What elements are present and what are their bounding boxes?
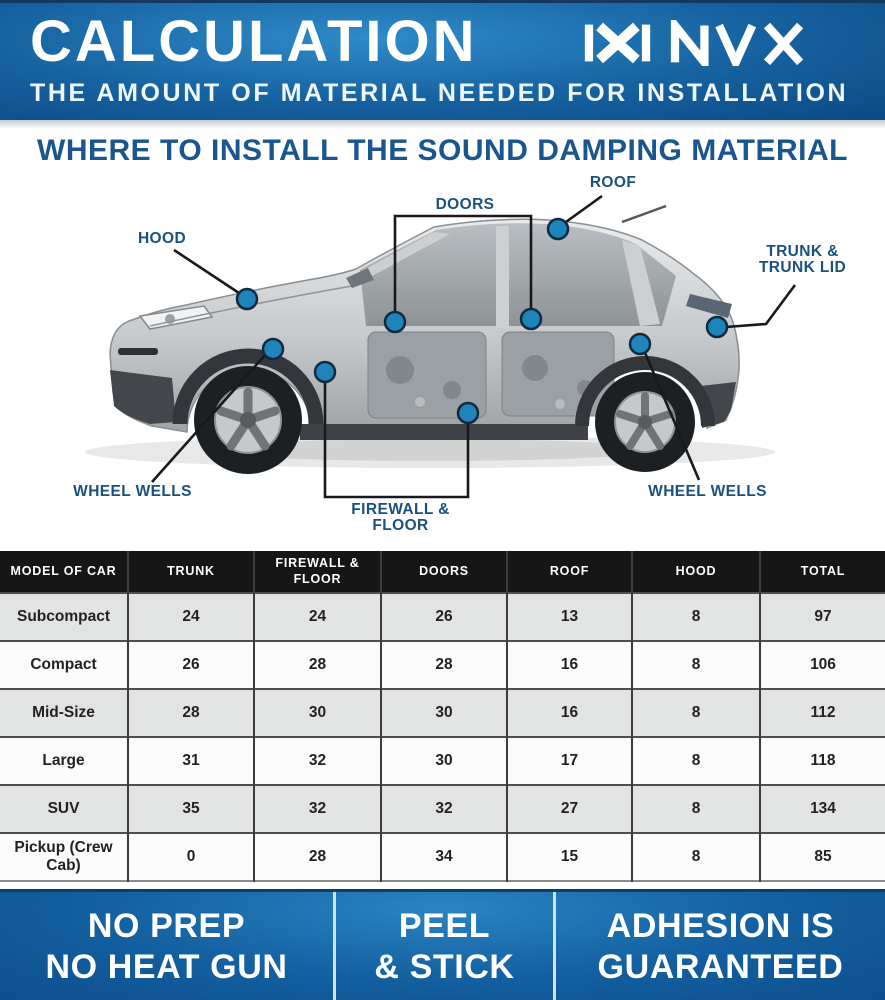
table-cell: 0 [128, 833, 254, 881]
table-row-pickup [0, 833, 885, 881]
marker-hood [237, 289, 257, 309]
model-cell: Subcompact [0, 593, 128, 641]
header-banner [0, 0, 885, 120]
table-cell: 26 [381, 593, 507, 641]
table-cell: 8 [632, 785, 760, 833]
table-cell: 30 [381, 737, 507, 785]
table-cell: 30 [381, 689, 507, 737]
page-subtitle: THE AMOUNT OF MATERIAL NEEDED FOR INSTALLATION [30, 79, 849, 107]
table-row-compact [0, 641, 885, 689]
table-cell: 28 [381, 641, 507, 689]
marker-firewall [315, 362, 335, 382]
model-cell: Compact [0, 641, 128, 689]
table-row-suv [0, 785, 885, 833]
label-wheel-wells-left: WHEEL WELLS [73, 483, 192, 500]
table-cell: 24 [128, 593, 254, 641]
table-row-mid-size [0, 689, 885, 737]
col-roof: ROOF [507, 551, 632, 593]
col-doors: DOORS [381, 551, 507, 593]
table-cell: 8 [632, 833, 760, 881]
footer-benefit-peel-stick: PEEL & STICK [333, 892, 556, 1000]
table-header-row [0, 551, 885, 593]
table-cell: 85 [760, 833, 885, 881]
table-cell: 8 [632, 641, 760, 689]
table-cell: 118 [760, 737, 885, 785]
table-cell: 27 [507, 785, 632, 833]
table-cell: 32 [381, 785, 507, 833]
table-cell: 16 [507, 641, 632, 689]
marker-rear-wheel-well [630, 334, 650, 354]
table-cell: 32 [254, 737, 381, 785]
marker-roof [548, 219, 568, 239]
model-cell: SUV [0, 785, 128, 833]
col-total: TOTAL [760, 551, 885, 593]
model-cell: Large [0, 737, 128, 785]
table-cell: 35 [128, 785, 254, 833]
table-cell: 106 [760, 641, 885, 689]
table-footer-gap [0, 882, 885, 889]
label-roof: ROOF [589, 174, 637, 191]
table-cell: 34 [381, 833, 507, 881]
label-wheel-wells-right: WHEEL WELLS [648, 483, 767, 500]
front-wheel [194, 366, 302, 474]
table-row-subcompact [0, 593, 885, 641]
table-row-large [0, 737, 885, 785]
col-model-of-car: MODEL OF CAR [0, 551, 128, 593]
page-title: CALCULATION [30, 9, 478, 74]
model-cell: Mid-Size [0, 689, 128, 737]
footer-benefits-bar [0, 889, 885, 1000]
table-cell: 24 [254, 593, 381, 641]
table-cell: 16 [507, 689, 632, 737]
label-firewall-floor: FIREWALL & FLOOR [351, 501, 450, 535]
table-cell: 8 [632, 737, 760, 785]
table-cell: 8 [632, 689, 760, 737]
model-cell: Pickup (Crew Cab) [0, 833, 128, 881]
table-cell: 32 [254, 785, 381, 833]
table-cell: 30 [254, 689, 381, 737]
table-cell: 15 [507, 833, 632, 881]
marker-floor [458, 403, 478, 423]
rear-wheel [595, 372, 695, 472]
table-cell: 97 [760, 593, 885, 641]
table-cell: 31 [128, 737, 254, 785]
col-hood: HOOD [632, 551, 760, 593]
footer-benefit-adhesion: ADHESION IS GUARANTEED [597, 907, 844, 986]
footer-benefit-no-prep: NO PREP NO HEAT GUN [45, 907, 288, 986]
diagram-heading: WHERE TO INSTALL THE SOUND DAMPING MATERIAL [37, 134, 848, 167]
material-amount-table [0, 551, 885, 882]
nvx-brand-logo-icon [582, 20, 860, 66]
label-hood: HOOD [137, 230, 187, 247]
install-locations-diagram [0, 120, 885, 551]
col-trunk: TRUNK [128, 551, 254, 593]
marker-front-door [385, 312, 405, 332]
marker-trunk [707, 317, 727, 337]
table-cell: 8 [632, 593, 760, 641]
table-cell: 28 [254, 833, 381, 881]
table-cell: 26 [128, 641, 254, 689]
table-cell: 13 [507, 593, 632, 641]
marker-rear-door [521, 309, 541, 329]
table-cell: 17 [507, 737, 632, 785]
marker-front-wheel-well [263, 339, 283, 359]
label-trunk: TRUNK & TRUNK LID [758, 243, 847, 277]
label-doors: DOORS [435, 196, 495, 213]
table-cell: 112 [760, 689, 885, 737]
col-firewall-floor: FIREWALL & FLOOR [254, 551, 381, 593]
table-cell: 134 [760, 785, 885, 833]
table-cell: 28 [128, 689, 254, 737]
table-cell: 28 [254, 641, 381, 689]
